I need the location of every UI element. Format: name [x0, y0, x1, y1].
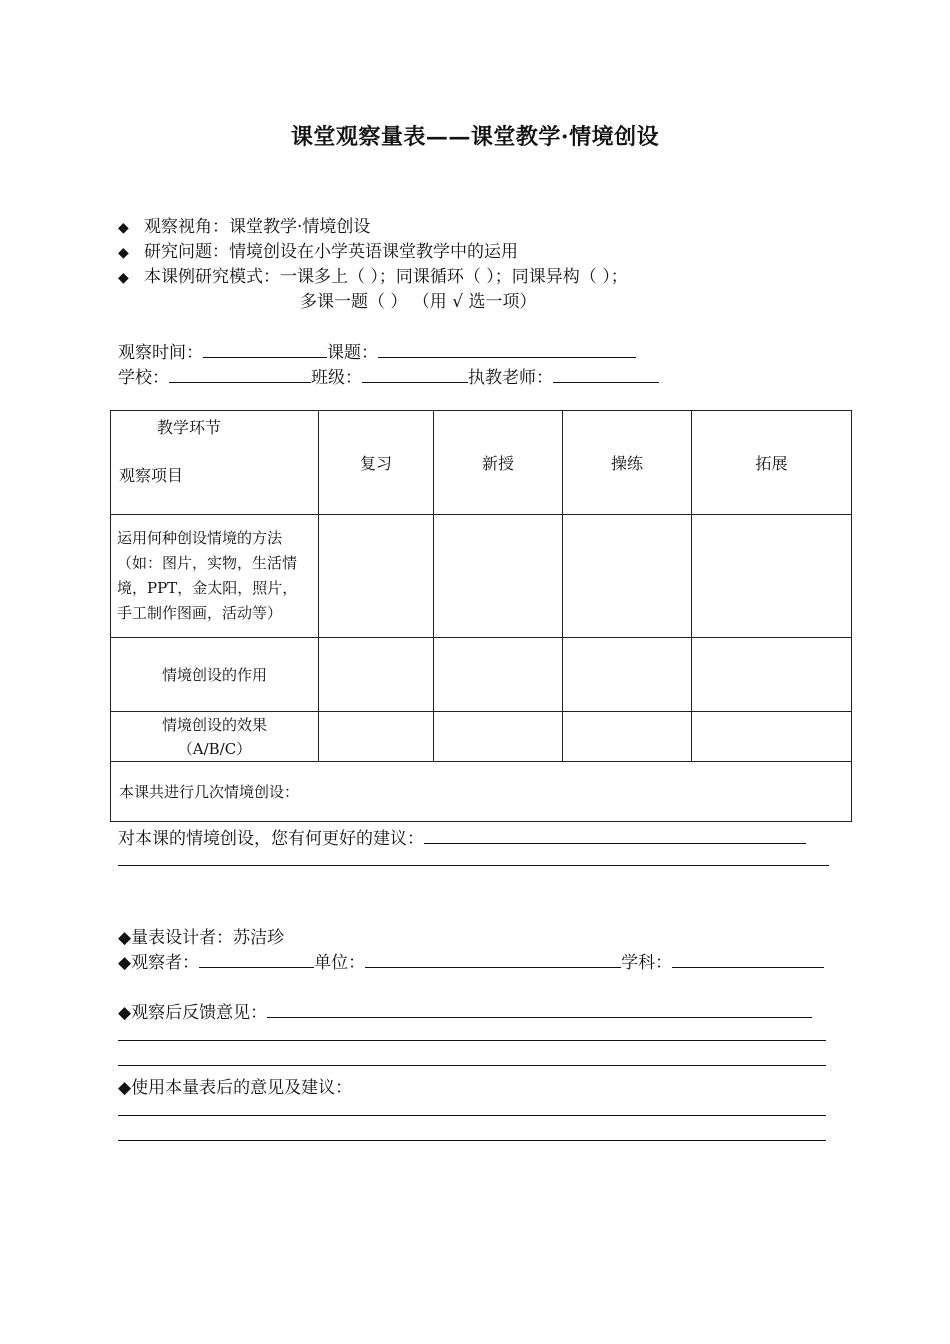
table-cell[interactable]: [563, 515, 692, 638]
mode-text[interactable]: 本课例研究模式：一课多上（ ）；同课循环（ ）；同课异构（ ）；: [144, 267, 628, 287]
observer-field[interactable]: [199, 951, 314, 968]
table-cell[interactable]: [434, 638, 563, 712]
table-cell[interactable]: [319, 712, 434, 762]
class-label: 班级：: [311, 368, 362, 388]
school-label: 学校：: [118, 368, 169, 388]
header-corner-cell: [111, 411, 319, 515]
class-field[interactable]: [362, 366, 468, 383]
designer-line: ◆量表设计者：苏洁珍: [118, 928, 285, 948]
suggestion-field[interactable]: [424, 827, 806, 844]
table-row: [111, 515, 852, 638]
observation-table: [110, 410, 852, 822]
info-mode-continued[interactable]: 多课一题（ ） （用 √ 选一项）: [300, 292, 537, 312]
school-class-row: [118, 363, 659, 388]
time-topic-row: [118, 338, 636, 363]
table-row: [111, 638, 852, 712]
diamond-bullet-icon: ◆: [118, 270, 129, 286]
unit-field[interactable]: [365, 951, 621, 968]
table-footer-row: [111, 762, 852, 822]
table-cell[interactable]: [692, 638, 852, 712]
stage-practice: 操练: [563, 411, 692, 515]
stage-new-teaching: 新授: [434, 411, 563, 515]
usage-label: ◆使用本量表后的意见及建议：: [118, 1078, 353, 1098]
feedback-line-3[interactable]: [118, 1065, 826, 1066]
table-cell[interactable]: [434, 515, 563, 638]
row-label-effect: 情境创设的效果（A/B/C）: [111, 712, 319, 762]
question-text: 研究问题：情境创设在小学英语课堂教学中的运用: [144, 242, 518, 262]
table-cell[interactable]: [319, 515, 434, 638]
table-cell[interactable]: [692, 515, 852, 638]
stage-extension: 拓展: [692, 411, 852, 515]
topic-label: 课题：: [327, 343, 378, 363]
diamond-bullet-icon: ◆: [118, 220, 129, 236]
suggestion-label: 对本课的情境创设，您有何更好的建议：: [118, 829, 424, 849]
time-field[interactable]: [203, 341, 327, 358]
time-label: 观察时间：: [118, 343, 203, 363]
subject-field[interactable]: [672, 951, 824, 968]
perspective-text: 观察视角：课堂教学·情境创设: [144, 217, 371, 237]
row-label-role: 情境创设的作用: [111, 638, 319, 712]
suggestion-row: [118, 824, 806, 849]
topic-field[interactable]: [378, 341, 636, 358]
suggestion-line-2[interactable]: [118, 865, 829, 866]
table-cell[interactable]: [563, 712, 692, 762]
footer-count-label[interactable]: 本课共进行几次情境创设：: [111, 762, 852, 822]
header-stage-label: 教学环节: [157, 418, 222, 437]
school-field[interactable]: [169, 366, 311, 383]
feedback-field[interactable]: [267, 1001, 812, 1018]
usage-line-2[interactable]: [118, 1140, 826, 1141]
table-header-row: [111, 411, 852, 515]
usage-line-1[interactable]: [118, 1115, 826, 1116]
row-label-methods: 运用何种创设情境的方法（如：图片，实物，生活情境，PPT，金太阳，照片，手工制作图画，活动等）: [111, 515, 319, 638]
info-question: [118, 237, 518, 262]
page-title: 课堂观察量表——课堂教学·情境创设: [290, 124, 660, 150]
feedback-label: ◆观察后反馈意见：: [118, 1003, 268, 1023]
header-item-label: 观察项目: [119, 466, 184, 485]
teacher-field[interactable]: [553, 366, 659, 383]
table-row: [111, 712, 852, 762]
info-perspective: [118, 212, 370, 237]
table-cell[interactable]: [563, 638, 692, 712]
info-mode: [118, 262, 628, 287]
feedback-line-2[interactable]: [118, 1040, 826, 1041]
stage-review: 复习: [319, 411, 434, 515]
subject-label: 学科：: [621, 953, 673, 973]
table-cell[interactable]: [434, 712, 563, 762]
unit-label: 单位：: [314, 953, 366, 973]
table-cell[interactable]: [692, 712, 852, 762]
teacher-label: 执教老师：: [468, 368, 553, 388]
observer-row: [118, 948, 824, 973]
observer-label: ◆观察者：: [118, 953, 200, 973]
diamond-bullet-icon: ◆: [118, 245, 129, 261]
feedback-row: [118, 998, 812, 1023]
table-cell[interactable]: [319, 638, 434, 712]
